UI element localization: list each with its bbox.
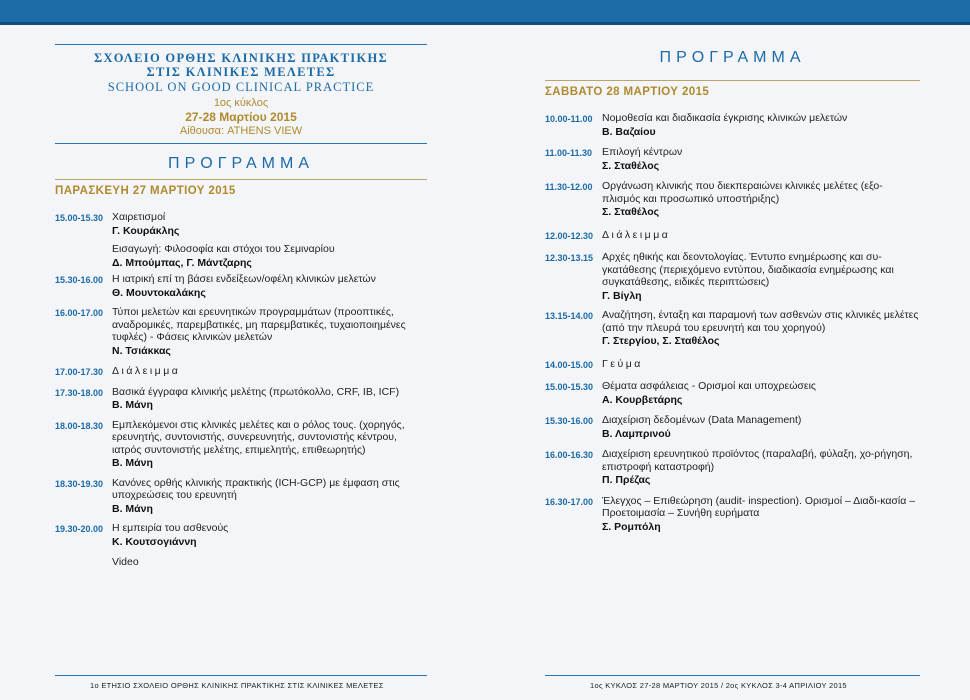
session-topic: Οργάνωση κλινικής που διεκπεραιώνει κλινικές μελέτες (εξο-πλισμός και προσωπικό υποστήριξης) (602, 180, 883, 205)
session-body (112, 306, 427, 357)
schedule-row (55, 386, 427, 412)
session-speaker: Σ. Σταθέλος (602, 206, 660, 218)
session-speaker: Γ. Βίγλη (602, 289, 642, 302)
session-time (55, 556, 112, 569)
schedule-row (545, 380, 920, 406)
session-time: 15.00-15.30 (545, 382, 594, 392)
session-speaker: Ν. Τσιάκκας (112, 344, 171, 357)
session-time (55, 243, 112, 269)
right-page (545, 44, 920, 533)
session-speaker: Σ. Ρομπόλη (602, 520, 661, 533)
session-topic: Video (112, 556, 139, 568)
schedule-row (55, 556, 427, 569)
program-title-left: ΠΡΟΓΡΑΜΜΑ (168, 155, 314, 172)
session-topic: Κανόνες ορθής κλινικής πρακτικής (ICH-GCP) με έμφαση στις υποχρεώσεις του ερευνητή (112, 476, 400, 501)
session-time: 15.30-16.00 (545, 416, 594, 426)
session-body (602, 180, 920, 219)
session-time: 12.00-12.30 (545, 230, 594, 241)
header-rule-top (55, 44, 427, 45)
session-speaker: Β. Λαμπρινού (602, 427, 671, 440)
session-time: 16.00-17.00 (55, 308, 104, 318)
break-row (545, 358, 920, 372)
session-topic: Επιλογή κέντρων (602, 146, 683, 158)
schedule-row (55, 243, 427, 269)
schedule-row (55, 477, 427, 516)
session-topic: Χαιρετισμοί (112, 211, 166, 223)
day-title-saturday: ΣΑΒΒΑΤΟ 28 ΜΑΡΤΙΟΥ 2015 (545, 86, 710, 98)
schedule-row (545, 448, 920, 487)
session-body (602, 112, 920, 138)
session-body (602, 380, 920, 406)
session-time: 12.30-13.15 (545, 253, 594, 263)
session-body (602, 229, 920, 243)
break-label: Διάλειμμα (112, 365, 181, 377)
schedule-row (545, 414, 920, 440)
schedule-friday (55, 211, 427, 569)
session-topic: Τύποι μελετών και ερευνητικών προγραμμάτων (προοπτικές, αναδρομικές, παρεμβατικές, μη παρεμβατικές, τυχαιοποιημένες τυφλές) - Φάσεις κλινικών μελετών (112, 306, 406, 343)
session-speaker: Β. Μάνη (112, 457, 153, 469)
session-time: 13.15-14.00 (545, 311, 594, 321)
session-speaker: Κ. Κουτσογιάννη (112, 535, 197, 548)
session-time: 17.00-17.30 (55, 367, 104, 377)
session-time: 18.00-18.30 (55, 420, 104, 431)
footer-right: 1ος ΚΥΚΛΟΣ 27-28 ΜΑΡΤΙΟΥ 2015 / 2ος ΚΥΚΛΟΣ 3-4 ΑΠΡΙΛΙΟΥ 2015 (590, 681, 847, 690)
session-body (112, 243, 427, 269)
break-label: Γεύμα (602, 357, 643, 370)
top-banner-stripe (0, 22, 970, 25)
session-topic: Βασικά έγγραφα κλινικής μελέτης (πρωτόκολλο, CRF, IB, ICF) (112, 385, 400, 398)
session-time: 15.00-15.30 (55, 213, 104, 223)
session-speaker: Γ. Στεργίου, Σ. Σταθέλος (602, 335, 720, 347)
session-speaker: Α. Κουρβετάρης (602, 393, 683, 406)
session-speaker: Β. Βαζαίου (602, 125, 656, 138)
session-topic: Αναζήτηση, ένταξη και παραμονή των ασθενών στις κλινικές μελέτες (από την πλευρά του ερευνητή και του χορηγού) (602, 309, 919, 334)
schedule-row (55, 419, 427, 470)
session-speaker: Δ. Μπούμπας, Γ. Μάντζαρης (112, 256, 252, 269)
schedule-row (55, 211, 427, 237)
break-row (55, 365, 427, 379)
room-label: Αίθουσα: ATHENS VIEW (179, 125, 303, 137)
event-dates: 27-28 Μαρτίου 2015 (185, 110, 297, 124)
session-body (602, 251, 920, 302)
program-rule-left (55, 179, 427, 180)
session-topic: Έλεγχος – Επιθεώρηση (audit- inspection). Ορισμοί – Διαδι-κασία – Προετοιμασία – Συνήθη ευρήματα (602, 494, 916, 519)
session-body (602, 414, 920, 440)
session-time: 11.00-11.30 (545, 148, 593, 158)
schedule-row (545, 309, 920, 348)
program-title-right: ΠΡΟΓΡΑΜΜΑ (659, 49, 806, 66)
session-topic: Η εμπειρία του ασθενούς (112, 522, 229, 534)
schedule-row (55, 522, 427, 548)
session-speaker: Σ. Σταθέλος (602, 159, 660, 172)
schedule-row (55, 306, 427, 357)
session-body (112, 556, 427, 569)
session-speaker: Β. Μάνη (112, 502, 153, 515)
session-body (602, 448, 920, 487)
left-page (55, 44, 427, 569)
schedule-row (545, 112, 920, 138)
session-body (602, 358, 920, 372)
session-topic: Διαχείριση ερευνητικού προϊόντος (παραλαβή, φύλαξη, χο-ρήγηση, επιστροφή καταστροφή) (602, 448, 913, 473)
day-title-friday: ΠΑΡΑΣΚΕΥΗ 27 ΜΑΡΤΙΟΥ 2015 (55, 185, 236, 197)
session-time: 14.00-15.00 (545, 359, 594, 370)
session-speaker: Γ. Κουράκλης (112, 224, 180, 237)
session-speaker: Θ. Μουντοκαλάκης (112, 286, 206, 299)
session-body (112, 273, 427, 299)
schedule-row (545, 180, 920, 219)
session-time: 10.00-11.00 (545, 114, 593, 124)
session-topic: Νομοθεσία και διαδικασία έγκρισης κλινικών μελετών (602, 112, 848, 124)
session-speaker: Β. Μάνη (112, 399, 153, 411)
session-topic: Διαχείριση δεδομένων (Data Management) (602, 414, 802, 426)
schedule-row (545, 146, 920, 172)
school-title-gr-line1: ΣΧΟΛΕΙΟ ΟΡΘΗΣ ΚΛΙΝΙΚΗΣ ΠΡΑΚΤΙΚΗΣ (94, 51, 388, 65)
header-rule-bottom (55, 143, 427, 144)
session-time: 17.30-18.00 (55, 387, 104, 398)
schedule-row (545, 251, 920, 302)
session-time: 16.30-17.00 (545, 496, 594, 507)
session-time: 15.30-16.00 (55, 275, 104, 285)
session-topic: Εμπλεκόμενοι στις κλινικές μελέτες και ο ρόλος τους. (χορηγός, ερευνητής, συντονιστής, συνερευνητής, συντονιστής κέντρου, ιατρός συντονιστής μελέτης, επιμελητής, επιθεωρητής) (112, 418, 405, 456)
session-topic: Η ιατρική επί τη βάσει ενδείξεων/οφέλη κλινικών μελετών (112, 273, 376, 285)
session-time: 18.30-19.30 (55, 478, 104, 489)
session-body (112, 419, 427, 470)
school-title (55, 51, 427, 95)
session-time: 16.00-16.30 (545, 450, 594, 460)
footer-rule-right (545, 675, 920, 676)
session-body (602, 146, 920, 172)
break-label: Διάλειμμα (602, 228, 671, 241)
break-row (545, 229, 920, 243)
schedule-row (55, 273, 427, 299)
footer-left: 1ο ΕΤΗΣΙΟ ΣΧΟΛΕΙΟ ΟΡΘΗΣ ΚΛΙΝΙΚΗΣ ΠΡΑΚΤΙΚΗΣ ΣΤΙΣ ΚΛΙΝΙΚΕΣ ΜΕΛΕΤΕΣ (90, 681, 384, 690)
school-title-en: SCHOOL ON GOOD CLINICAL PRACTICE (107, 80, 375, 94)
top-banner (0, 0, 970, 22)
session-body (112, 477, 427, 516)
session-body (112, 211, 427, 237)
school-title-gr-line2: ΣΤΙΣ ΚΛΙΝΙΚΕΣ ΜΕΛΕΤΕΣ (146, 65, 336, 79)
session-body (602, 309, 920, 348)
session-body (112, 365, 427, 379)
session-topic: Εισαγωγή: Φιλοσοφία και στόχοι του Σεμιναρίου (112, 243, 335, 255)
session-time: 11.30-12.00 (545, 182, 593, 192)
session-body (112, 522, 427, 548)
schedule-row (545, 495, 920, 534)
schedule-saturday (545, 112, 920, 533)
cycle-label: 1ος κύκλος (213, 97, 269, 109)
session-time: 19.30-20.00 (55, 524, 104, 534)
program-rule-right (545, 80, 920, 81)
session-topic: Θέματα ασφάλειας - Ορισμοί και υποχρεώσεις (602, 380, 816, 392)
session-topic: Αρχές ηθικής και δεοντολογίας. Έντυπο ενημέρωσης και συ-γκατάθεσης (περιεχόμενο εντύπου, διαδικασία ενημέρωσης και συγκατάθεσης, ειδικές περιπτώσεις) (602, 251, 894, 288)
session-body (602, 495, 920, 534)
session-speaker: Π. Πρέζας (602, 474, 651, 486)
session-body (112, 386, 427, 412)
footer-rule-left (55, 675, 427, 676)
